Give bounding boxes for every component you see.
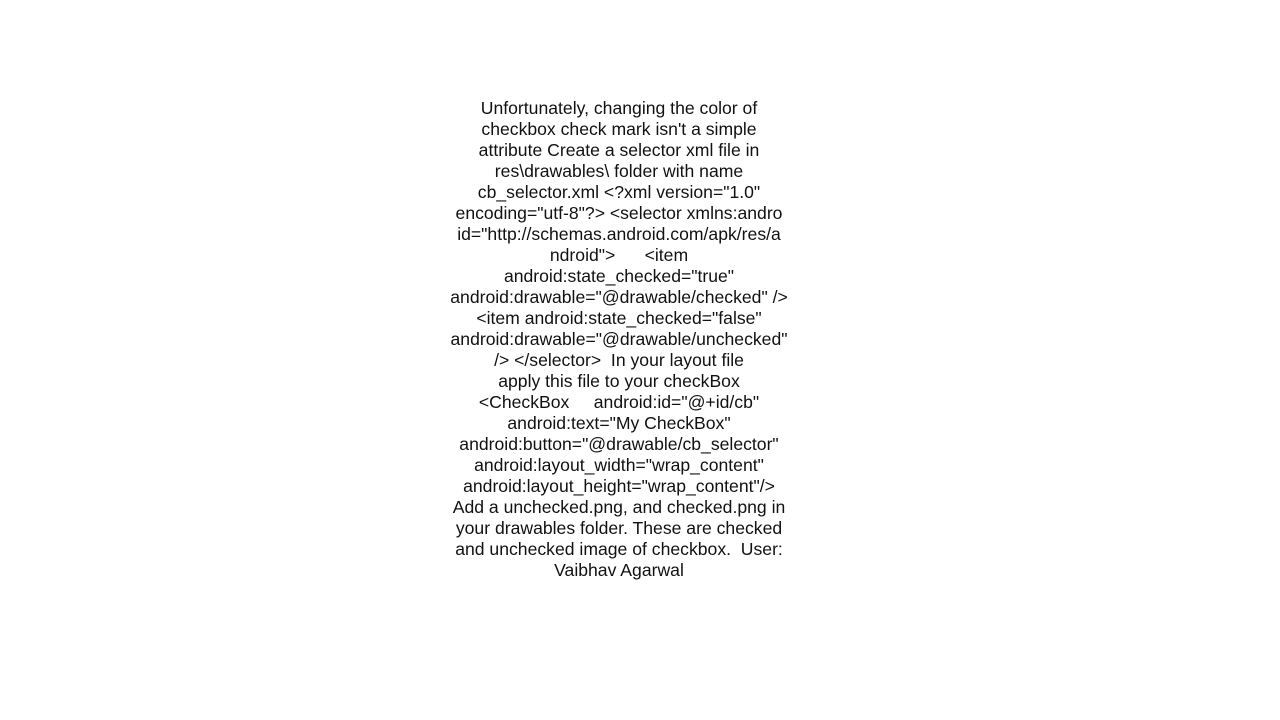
answer-line-8: ndroid"> <item [549, 245, 689, 265]
answer-line-12: android:drawable="@drawable/unchecked" [450, 329, 788, 349]
answer-line-5: cb_selector.xml <?xml version="1.0" [477, 182, 761, 202]
answer-line-6: encoding="utf-8"?> <selector xmlns:andro [455, 203, 783, 223]
answer-line-22: and unchecked image of checkbox. User: [455, 539, 783, 559]
answer-line-11: <item android:state_checked="false" [476, 308, 762, 328]
answer-line-21: your drawables folder. These are checked [455, 518, 783, 538]
answer-line-1: Unfortunately, changing the color of [480, 98, 758, 118]
answer-line-3: attribute Create a selector xml file in [478, 140, 760, 160]
answer-line-4: res\drawables\ folder with name [494, 161, 744, 181]
answer-line-14: apply this file to your checkBox [498, 371, 740, 391]
answer-line-16: android:text="My CheckBox" [507, 413, 731, 433]
answer-line-10: android:drawable="@drawable/checked" /> [450, 287, 788, 307]
answer-line-15: <CheckBox android:id="@+id/cb" [478, 392, 760, 412]
answer-line-7: id="http://schemas.android.com/apk/res/a [457, 224, 781, 244]
answer-line-13: /> </selector> In your layout file [494, 350, 744, 370]
answer-line-9: android:state_checked="true" [503, 266, 735, 286]
answer-line-19: android:layout_height="wrap_content"/> [463, 476, 775, 496]
answer-line-2: checkbox check mark isn't a simple [481, 119, 757, 139]
answer-text-block [444, 98, 794, 581]
answer-line-23: Vaibhav Agarwal [554, 560, 684, 580]
answer-line-17: android:button="@drawable/cb_selector" [459, 434, 779, 454]
answer-line-18: android:layout_width="wrap_content" [474, 455, 764, 475]
answer-line-20: Add a unchecked.png, and checked.png in [452, 497, 786, 517]
